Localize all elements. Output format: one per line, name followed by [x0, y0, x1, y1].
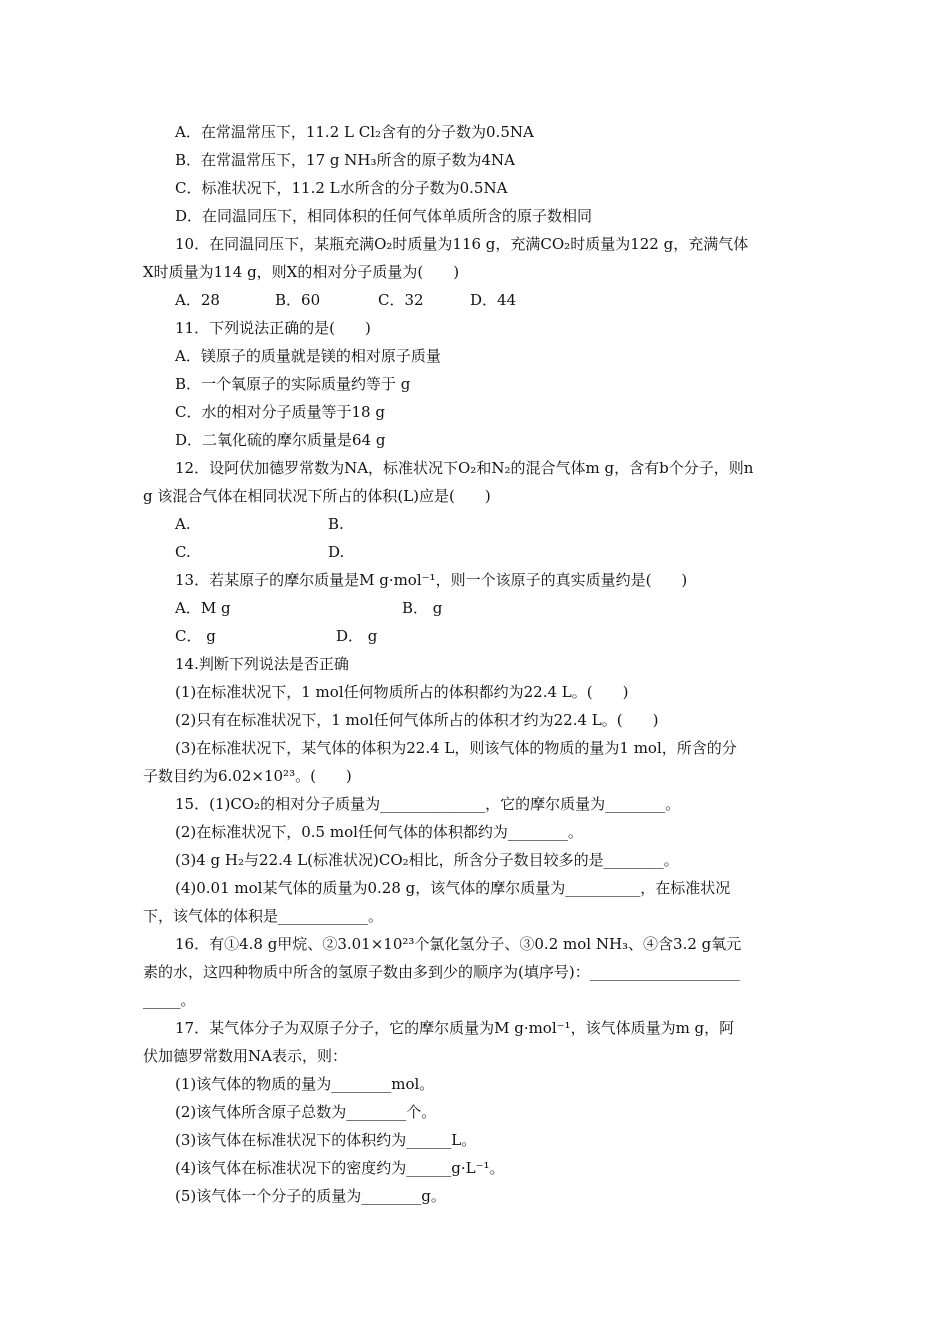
q11-option-c: C．水的相对分子质量等于18 g [175, 403, 385, 421]
q16-stem-line1: 16．有①4.8 g甲烷、②3.01×10²³个氯化氢分子、③0.2 mol NH₃、④含3.2 g氧元 [175, 935, 742, 953]
q9-option-d: D．在同温同压下，相同体积的任何气体单质所含的原子数相同 [175, 207, 593, 225]
q15-item-1: 15．(1)CO₂的相对分子质量为______________，它的摩尔质量为________。 [175, 795, 681, 813]
q10-option-b: B．60 [275, 291, 321, 309]
q13-option-c: C． g [175, 627, 216, 645]
q10-stem-line1: 10．在同温同压下，某瓶充满O₂时质量为116 g，充满CO₂时质量为122 g，充满气体 [175, 235, 749, 253]
q14-item-3-line1: (3)在标准状况下，某气体的体积为22.4 L，则该气体的物质的量为1 mol，所含的分 [175, 739, 737, 757]
q17-item-4: (4)该气体在标准状况下的密度约为______g·L⁻¹。 [175, 1159, 505, 1177]
q11-option-a: A．镁原子的质量就是镁的相对原子质量 [175, 347, 441, 365]
q17-item-1: (1)该气体的物质的量为________mol。 [175, 1075, 435, 1093]
q13-option-a: A．M g [175, 599, 231, 617]
q12-option-a: A. [175, 515, 191, 533]
q10-option-c: C．32 [378, 291, 424, 309]
q17-item-2: (2)该气体所含原子总数为________个。 [175, 1103, 437, 1121]
q14-item-1: (1)在标准状况下，1 mol任何物质所占的体积都约为22.4 L。( ) [175, 683, 629, 701]
q11-option-d: D．二氧化硫的摩尔质量是64 g [175, 431, 386, 449]
q17-stem-line2: 伏加德罗常数用NA表示，则： [143, 1047, 347, 1065]
q14-item-2: (2)只有在标准状况下，1 mol任何气体所占的体积才约为22.4 L。( ) [175, 711, 659, 729]
q12-stem-line2: g 该混合气体在相同状况下所占的体积(L)应是( ) [143, 487, 491, 505]
q13-option-b: B． g [402, 599, 443, 617]
q16-stem-line2: 素的水，这四种物质中所含的氢原子数由多到少的顺序为(填序号)：____________________ [143, 963, 740, 981]
q10-option-a: A．28 [175, 291, 220, 309]
q15-item-3: (3)4 g H₂与22.4 L(标准状况)CO₂相比，所含分子数目较多的是________。 [175, 851, 679, 869]
q9-option-c: C．标准状况下，11.2 L水所含的分子数为0.5NA [175, 179, 508, 197]
q10-stem-line2: X时质量为114 g，则X的相对分子质量为( ) [143, 263, 460, 281]
q15-item-4-line1: (4)0.01 mol某气体的质量为0.28 g，该气体的摩尔质量为__________，在标准状况 [175, 879, 731, 897]
q12-stem-line1: 12．设阿伏加德罗常数为NA，标准状况下O₂和N₂的混合气体m g，含有b个分子，则n [175, 459, 754, 477]
q14-stem: 14.判断下列说法是否正确 [175, 655, 349, 673]
q15-item-4-line2: 下，该气体的体积是____________。 [143, 907, 384, 925]
q12-option-d: D. [328, 543, 345, 561]
q11-stem: 11．下列说法正确的是( ) [175, 319, 371, 337]
q13-stem: 13．若某原子的摩尔质量是M g·mol⁻¹，则一个该原子的真实质量约是( ) [175, 571, 688, 589]
q12-option-c: C. [175, 543, 191, 561]
q9-option-b: B．在常温常压下，17 g NH₃所含的原子数为4NA [175, 151, 515, 169]
q14-item-3-line2: 子数目约为6.02×10²³。( ) [143, 767, 352, 785]
q12-option-b: B. [328, 515, 344, 533]
q16-stem-line3: _____。 [143, 991, 196, 1009]
q17-item-5: (5)该气体一个分子的质量为________g。 [175, 1187, 446, 1205]
q17-stem-line1: 17．某气体分子为双原子分子，它的摩尔质量为M g·mol⁻¹，该气体质量为m g，阿 [175, 1019, 735, 1037]
q13-option-d: D． g [336, 627, 378, 645]
q10-option-d: D．44 [470, 291, 517, 309]
q11-option-b: B．一个氧原子的实际质量约等于 g [175, 375, 411, 393]
q17-item-3: (3)该气体在标准状况下的体积约为______L。 [175, 1131, 477, 1149]
q15-item-2: (2)在标准状况下，0.5 mol任何气体的体积都约为________。 [175, 823, 583, 841]
q9-option-a: A．在常温常压下，11.2 L Cl₂含有的分子数为0.5NA [175, 123, 534, 141]
